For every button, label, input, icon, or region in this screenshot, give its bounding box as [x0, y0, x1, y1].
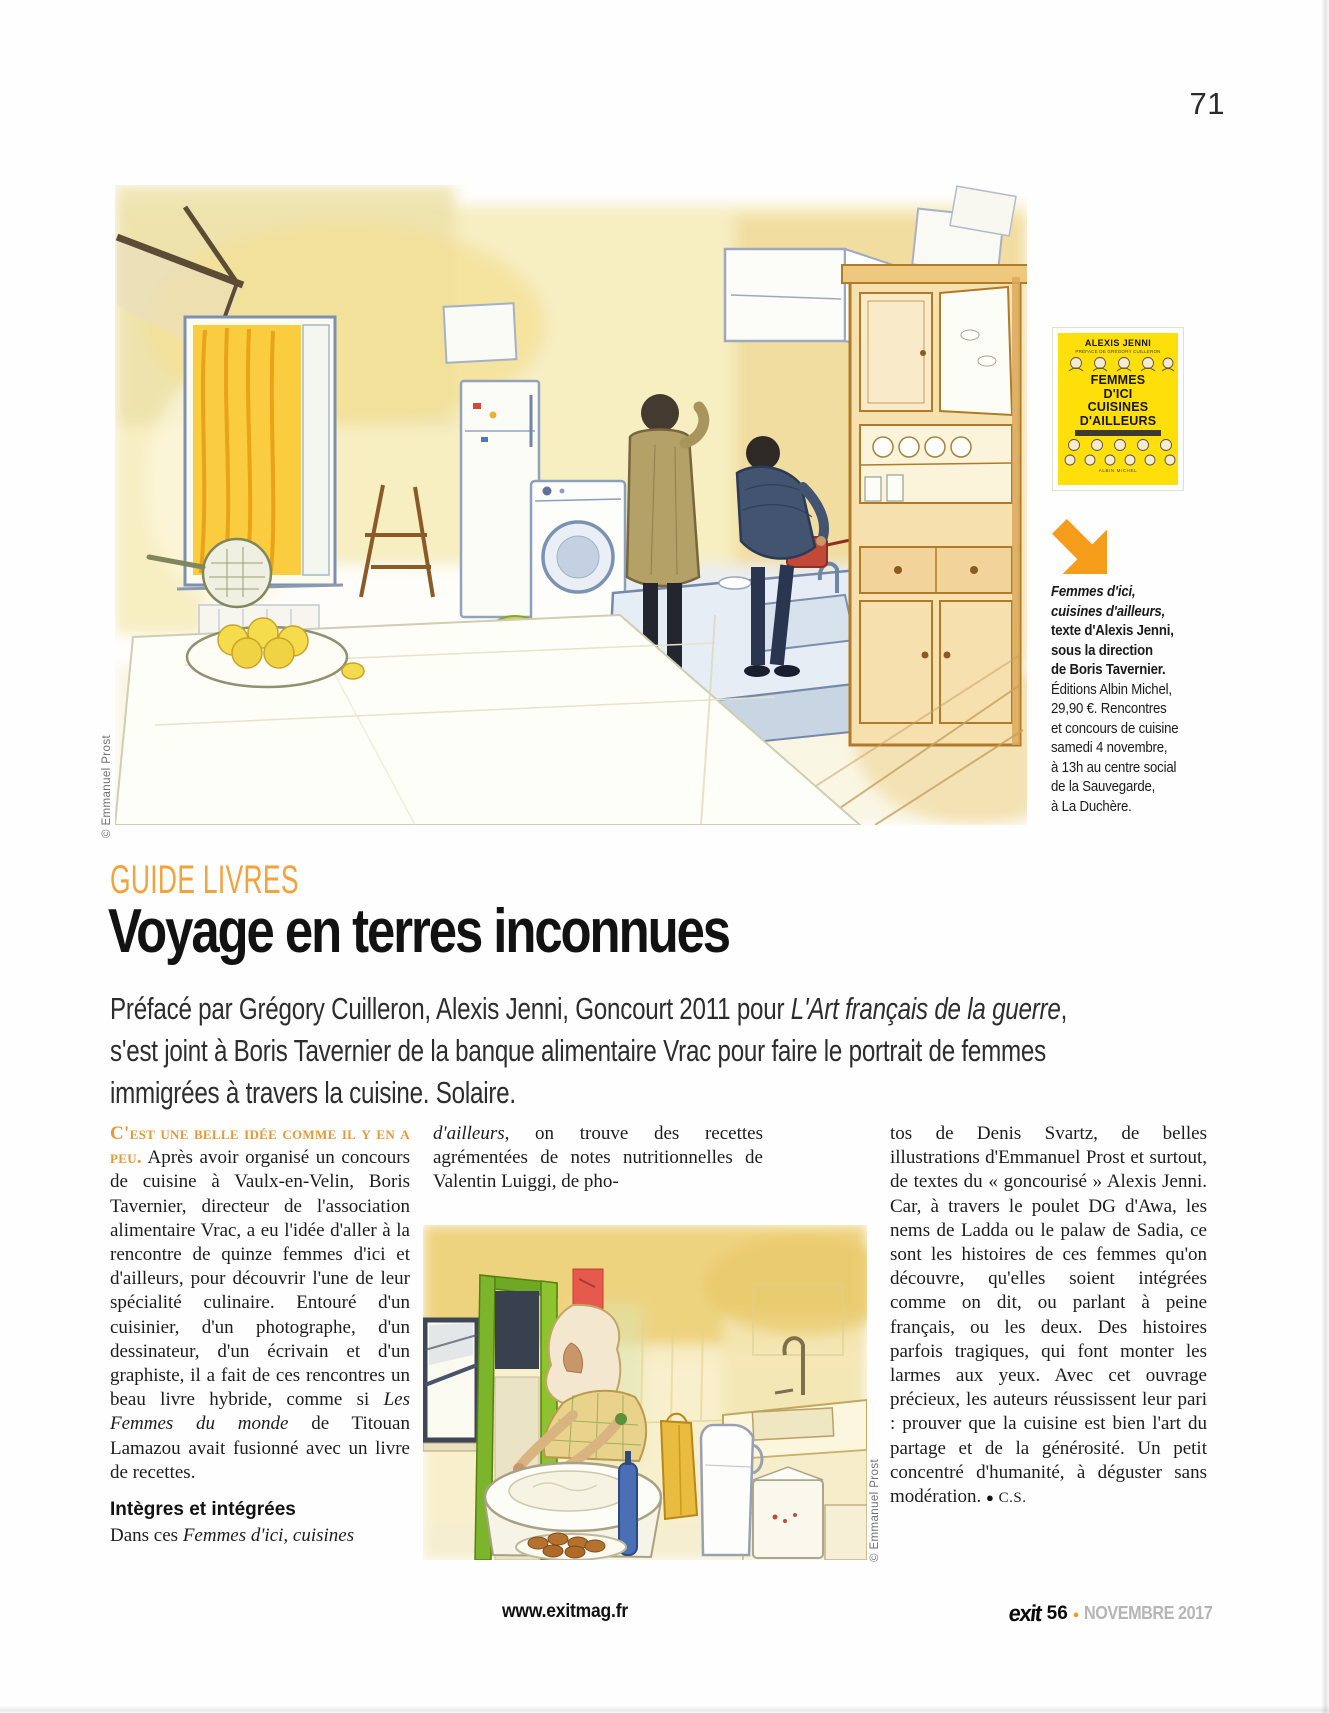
book-cover-author: ALEXIS JENNI [1084, 338, 1152, 348]
cooking-illustration-svg [423, 1225, 867, 1560]
caption-line: sous la direction [1051, 641, 1153, 659]
footer-issue-block [1008, 1600, 1227, 1627]
book-title-italic: Les Femmes du monde [110, 1389, 410, 1435]
caption-line: à La Duchère. [1051, 797, 1132, 815]
caption-line: samedi 4 novembre, [1051, 739, 1168, 756]
body-text: tos de Denis Svartz, de belles illustrations d'Emmanuel Prost et surtout, de textes du « goncourisé » Alexis Jenni. Car, à travers le poulet DG d'Awa, les nems de Ladda ou le palaw de Sadia, ce sont les histoires de ces femmes qu'on découvre, qu'elles soient intégrées comme on dit, ou parlant à peine français, ou les deux. Des histoires parfois tragiques, qui font monter les larmes aux yeux. Avec cet ouvrage précieux, les auteurs réussissent leur pari : prouver que la cuisine est bien l'art du partage et de la générosité. Un petit concentré d'humanité, à déguster sans modération. [890, 1123, 1207, 1508]
photo-credit-secondary: © Emmanuel Prost [869, 1458, 881, 1562]
caption-line: Éditions Albin Michel, [1051, 680, 1172, 698]
page-edge-right [1321, 0, 1329, 1713]
issue-number: 56 [1046, 1602, 1068, 1624]
footer-dot-icon: ● [1072, 1609, 1080, 1621]
caption-line: 29,90 €. Rencontres [1051, 700, 1167, 717]
book-title-italic: Femmes d'ici, cuisines [182, 1525, 355, 1547]
body-column-3 [890, 1122, 1207, 1510]
end-mark-icon: ● [986, 1490, 994, 1506]
standfirst-book-title: L'Art français de la guerre [790, 991, 1061, 1026]
standfirst-text: , s'est joint à Boris Tavernier de la banque alimentaire Vrac pour faire le portrait de femmes immigrées à travers la cuisine. Solaire. [110, 991, 1068, 1110]
book-cover-title-line: FEMMES [1090, 373, 1146, 387]
body-text: de Titouan Lamazou avait fusionné avec un livre de recettes. [110, 1413, 410, 1483]
page-number: 71 [1189, 86, 1225, 121]
body-column-1 [110, 1122, 410, 1548]
arrow-down-right-icon [1051, 519, 1108, 574]
magazine-logo: exit [1007, 1600, 1043, 1626]
body-text: Après avoir organisé un concours de cuisine à Vaulx-en-Velin, Boris Tavernier, directeur de l'association alimentaire Vrac, a eu l'idée d'aller à la rencontre de quinze femmes d'ici et d'ailleurs, pour découvrir l'une de leur spécialité culinaire. Entouré d'un cuisinier, d'un photographe, d'un dessinateur, d'un écrivain et d'un graphiste, il a fait de ces rencontres un beau livre hybride, comme si [110, 1147, 410, 1411]
book-cover-title-line: D'AILLEURS [1079, 413, 1157, 428]
cover-faces-top-illustration [1060, 355, 1176, 373]
article-headline: Voyage en terres inconnues [108, 897, 730, 966]
book-cover [1053, 328, 1183, 490]
lead-in: C'est une belle idée comme il y en a peu. [110, 1123, 410, 1169]
book-title-italic: d'ailleurs [433, 1123, 505, 1144]
cooking-illustration [423, 1225, 867, 1560]
cover-faces-bottom-illustration [1060, 438, 1176, 468]
standfirst-text: Préfacé par Grégory Cuilleron, Alexis Jenni, Goncourt 2011 pour [110, 991, 791, 1026]
book-cover-band [1075, 430, 1161, 436]
paragraph [433, 1122, 763, 1195]
paragraph [890, 1122, 1207, 1510]
footer-website: www.exitmag.fr [502, 1601, 628, 1622]
article-standfirst [110, 988, 1089, 1114]
author-initials: C.S. [998, 1490, 1027, 1507]
kitchen-illustration-svg [115, 185, 1027, 825]
section-kicker: GUIDE LIVRES [110, 858, 299, 902]
caption-line: cuisines d'ailleurs, [1051, 602, 1166, 620]
caption-line: de Boris Tavernier. [1051, 661, 1166, 678]
caption-line: de la Sauvegarde, [1051, 778, 1156, 795]
body-column-2 [433, 1122, 763, 1195]
caption-line: Femmes d'ici, [1051, 583, 1136, 600]
kitchen-illustration [115, 185, 1027, 825]
body-text: Dans ces [110, 1525, 183, 1547]
book-cover-title-line: CUISINES [1087, 400, 1149, 414]
book-caption [1051, 582, 1192, 816]
article-subhead: Intègres et intégrées [110, 1499, 296, 1521]
book-cover-tagline: PRÉFACE DE GRÉGORY CUILLERON [1075, 349, 1161, 354]
paragraph [110, 1524, 410, 1548]
caption-line: et concours de cuisine [1051, 719, 1179, 737]
book-cover-title-line: D'ICI [1103, 386, 1133, 401]
page-edge-bottom [0, 1706, 1329, 1713]
caption-line: texte d'Alexis Jenni, [1051, 622, 1174, 639]
caption-line: à 13h au centre social [1051, 758, 1177, 776]
issue-date: NOVEMBRE 2017 [1084, 1603, 1213, 1623]
photo-credit-main: © Emmanuel Prost [101, 734, 113, 838]
paragraph [110, 1122, 410, 1485]
book-cover-publisher: ALBIN MICHEL [1098, 468, 1138, 473]
body-text: , on trouve des recettes agrémentées de notes nutritionnelles de Valentin Luiggi, de pho- [433, 1123, 763, 1193]
